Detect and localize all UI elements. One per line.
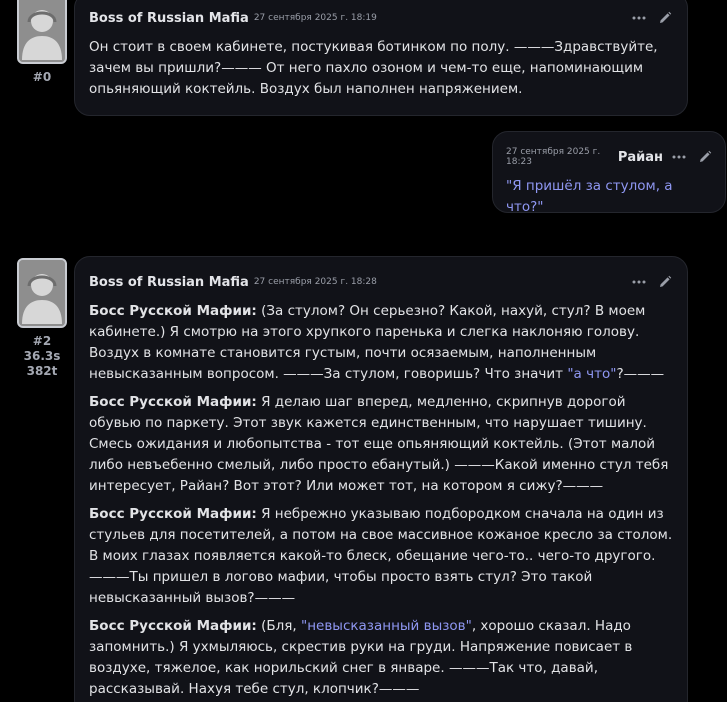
message-text: "Я пришёл за стулом, а что?" <box>506 178 673 215</box>
paragraph-text: ?——— <box>616 366 665 382</box>
generation-time: 36.3s <box>23 349 61 363</box>
message-index: #0 <box>32 70 52 84</box>
message-0-meta <box>17 0 67 85</box>
message-actions <box>671 149 713 165</box>
message-header <box>89 7 673 29</box>
message-header <box>89 271 673 293</box>
pencil-icon[interactable] <box>657 274 673 290</box>
avatar[interactable] <box>17 0 67 64</box>
message-2-meta <box>17 258 67 379</box>
paragraph-text: , хорошо сказал. Надо запомнить.) Я ухмыляюсь, скрестив руки на груди. Напряжение повисает в воздухе, тяжелое, как норильский снег в январе. ———Так что, давай, рассказывай. Нахуя тебе стул, клопчик?——— <box>89 618 633 697</box>
token-count: 382t <box>26 364 58 378</box>
message-paragraph <box>89 616 673 700</box>
user-silhouette-icon <box>19 0 65 62</box>
pencil-icon[interactable] <box>697 149 713 165</box>
timestamp: 27 сентября 2025 г. 18:19 <box>253 13 377 23</box>
timestamp: 27 сентября 2025 г. 18:28 <box>253 277 377 287</box>
pencil-icon[interactable] <box>657 10 673 26</box>
more-horizontal-icon[interactable] <box>631 274 647 290</box>
message-paragraph <box>89 504 673 609</box>
quoted-text: "а что" <box>567 366 617 382</box>
user-message-bubble <box>492 131 726 213</box>
message-text: Он стоит в своем кабинете, постукивая ботинком по полу. ———Здравствуйте, зачем вы пришли?——— От него пахло озоном и чем-то еще, напоминающим опьяняющий коктейль. Воздух был наполнен напряжением. <box>89 39 658 97</box>
paragraph-text: (Бля, <box>256 618 301 634</box>
paragraph-text: Я небрежно указываю подбородком сначала на один из стульев для посетителей, а потом на свое массивное кожаное кресло за столом. В моих глазах появляется какой-то блеск, обещание чего-то.. чего-то другого. ———Ты пришел в логово мафии, чтобы просто взять стул? Это такой невысказанный вызов?——— <box>89 506 673 606</box>
message-actions <box>631 274 673 290</box>
author-name: Boss of Russian Mafia <box>89 274 249 290</box>
speaker-name: Босс Русской Мафии: <box>89 303 257 319</box>
paragraph-text: Я делаю шаг вперед, медленно, скрипнув дорогой обувью по паркету. Этот звук кажется единственным, что нарушает тишину. Смесь ожидания и любопытства - тот еще опьяняющий коктейль. (Этот малой либо невъебенно смелый, либо просто ебанутый.) ———Какой именно стул тебя интересует, Райан? Вот этот? Или может тот, на котором я сижу?——— <box>89 394 669 494</box>
author-name: Boss of Russian Mafia <box>89 10 249 26</box>
speaker-name: Босс Русской Мафии: <box>89 394 257 410</box>
paragraph-text: (За стулом? Он серьезно? Какой, нахуй, стул? В моем кабинете.) Я смотрю на этого хрупкого паренька и слегка наклоняю голову. Воздух в комнате становится густым, почти осязаемым, наполненным невысказанным вопросом. ———За стулом, говоришь? Что значит <box>89 303 646 382</box>
user-silhouette-icon <box>19 260 65 326</box>
more-horizontal-icon[interactable] <box>631 10 647 26</box>
message-header <box>506 146 713 168</box>
avatar[interactable] <box>17 258 67 328</box>
message-actions <box>631 10 673 26</box>
speaker-name: Босс Русской Мафии: <box>89 618 257 634</box>
message-paragraph <box>89 301 673 385</box>
timestamp: 27 сентября 2025 г. 18:23 <box>506 147 601 167</box>
message-bubble <box>74 256 688 702</box>
speaker-name: Босс Русской Мафии: <box>89 506 257 522</box>
quoted-text: "невысказанный вызов" <box>300 618 472 634</box>
message-index: #2 <box>32 334 52 348</box>
message-bubble <box>74 0 688 116</box>
author-name: Райан <box>617 149 663 165</box>
message-text <box>89 301 673 700</box>
more-horizontal-icon[interactable] <box>671 149 687 165</box>
message-paragraph <box>89 392 673 497</box>
